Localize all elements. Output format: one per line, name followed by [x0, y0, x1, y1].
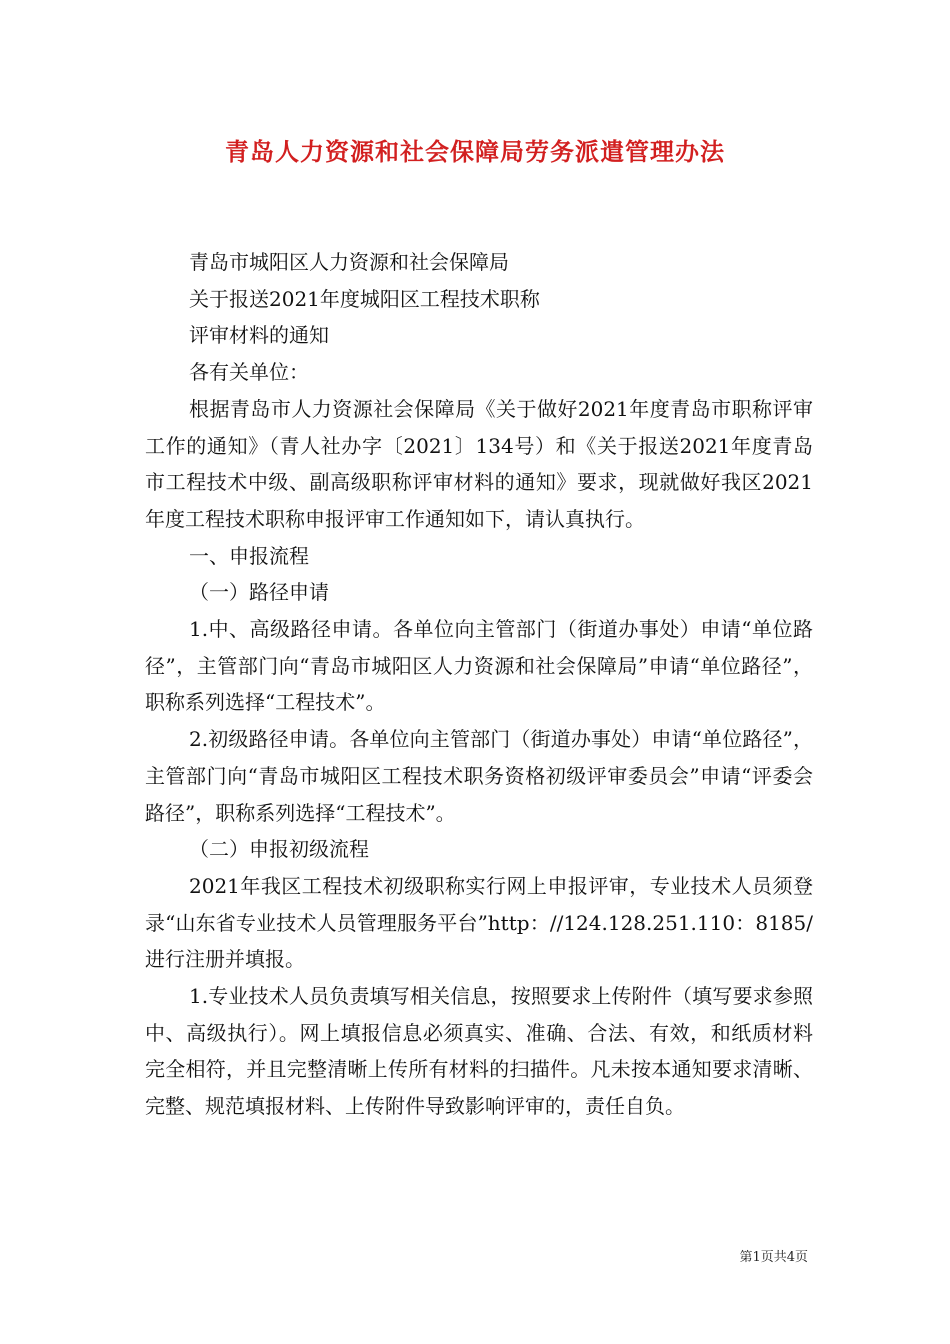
subsection-heading-1: （一）路径申请 — [189, 580, 329, 605]
paragraph-fill-requirements: 1.专业技术人员负责填写相关信息，按照要求上传附件（填写要求参照中、高级执行）。网上填报信息必须真实、准确、合法、有效，和纸质材料完全相符，并且完整清晰上传所有材料的扫描件。凡未按本通知要求清晰、完整、规范填报材料、上传附件导致影响评审的，责任自负。 — [145, 984, 813, 1119]
notice-title-line-2: 评审材料的通知 — [189, 323, 329, 348]
issuer-line: 青岛市城阳区人力资源和社会保障局 — [189, 250, 509, 274]
paragraph-junior-path: 2.初级路径申请。各单位向主管部门（街道办事处）申请“单位路径”，主管部门向“青岛市城阳区工程技术职务资格初级评审委员会”申请“评委会路径”，职称系列选择“工程技术”。 — [145, 727, 813, 825]
document-title: 青岛人力资源和社会保障局劳务派遣管理办法 — [225, 137, 725, 166]
intro-paragraph: 根据青岛市人力资源社会保障局《关于做好2021年度青岛市职称评审工作的通知》（青人社办字〔2021〕134号）和《关于报送2021年度青岛市工程技术中级、副高级职称评审材料的通知》要求，现就做好我区2021年度工程技术职称申报评审工作通知如下，请认真执行。 — [145, 396, 813, 531]
paragraph-mid-senior-path: 1.中、高级路径申请。各单位向主管部门（街道办事处）申请“单位路径”，主管部门向“青岛市城阳区人力资源和社会保障局”申请“单位路径”，职称系列选择“工程技术”。 — [145, 617, 813, 715]
notice-title-line-1: 关于报送2021年度城阳区工程技术职称 — [189, 286, 540, 311]
page-number: 第1页共4页 — [739, 1250, 808, 1265]
paragraph-online-application: 2021年我区工程技术初级职称实行网上申报评审，专业技术人员须登录“山东省专业技术人员管理服务平台”http：//124.128.251.110：8185/进行注册并填报。 — [145, 873, 813, 972]
salutation: 各有关单位： — [189, 360, 309, 385]
section-heading-1: 一、申报流程 — [189, 543, 309, 568]
document-body — [145, 244, 813, 1125]
subsection-heading-2: （二）申报初级流程 — [189, 837, 369, 862]
